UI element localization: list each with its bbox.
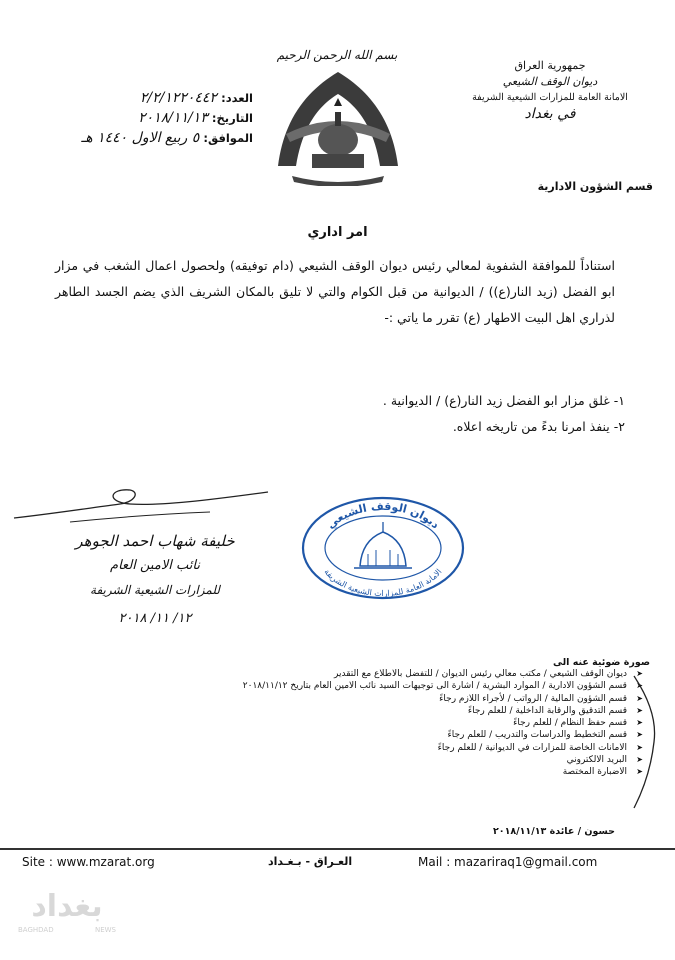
signature-block xyxy=(50,528,260,632)
org-line-country: جمهورية العراق xyxy=(514,59,586,72)
baghdad-news-watermark xyxy=(12,888,122,948)
list-item: قسم الشؤون المالية / الرواتب / لأجراء اللازم رجاءً ➤ xyxy=(67,693,627,705)
document-meta xyxy=(18,88,253,148)
list-item: قسم الشؤون الادارية / الموارد البشرية / اشارة الى توجيهات السيد نائب الامين العام بتاريخ ٢٠١٨/١١/١٢ ➤ xyxy=(67,680,627,692)
stamp-top-text: ديوان الوقف الشيعي xyxy=(324,499,442,532)
org-line-diwan: ديوان الوقف الشيعي xyxy=(502,75,598,88)
date-value: ٢٠١٨/١١/١٣ xyxy=(138,110,208,126)
date-label: التاريخ: xyxy=(211,111,253,125)
meta-date-row xyxy=(18,108,253,128)
order-item: ١- غلق مزار ابو الفضل زيد النار(ع) / الديوانية . xyxy=(382,393,625,408)
meta-number-row xyxy=(18,88,253,108)
list-item: قسم التدقيق والرقابة الداخلية / للعلم رجاءً ➤ xyxy=(67,705,627,717)
official-stamp xyxy=(298,492,468,600)
watermark-arabic: بغداد xyxy=(31,889,103,924)
org-line-secretariat: الامانة العامة للمزارات الشيعية الشريفة xyxy=(472,92,628,103)
order-items xyxy=(50,388,625,440)
svg-text:الامانة العامة للمزارات الشيعي xyxy=(322,567,443,598)
signature-scribble-icon xyxy=(10,478,280,528)
document-subject: امر اداري xyxy=(307,225,368,240)
signatory-title: نائب الامين العام xyxy=(110,558,200,573)
handwritten-bracket xyxy=(628,672,668,812)
corresponding-label: الموافق: xyxy=(203,131,253,145)
meta-corresponding-row xyxy=(18,128,253,148)
basmala: بسم الله الرحمن الرحيم xyxy=(276,48,398,62)
footer-divider xyxy=(0,848,675,850)
signatory-name: خليفة شهاب احمد الجوهر xyxy=(75,532,235,550)
footer-site: Site : www.mzarat.org xyxy=(22,855,155,869)
shrine-emblem-logo xyxy=(268,68,408,186)
stamp-bottom-text: الامانة العامة للمزارات الشيعية الشريفة xyxy=(322,567,444,599)
signatory-org: للمزارات الشيعية الشريفة xyxy=(90,583,220,597)
typist-reference: حسون / عائدة ٢٠١٨/١١/١٣ xyxy=(492,826,615,837)
signature-date: ١٢/ ١١/ ٢٠١٨ xyxy=(118,611,192,626)
watermark-small-2: NEWS xyxy=(94,926,116,934)
number-label: العدد: xyxy=(221,91,253,105)
number-value: ٢/٢/١٢٢٠٤٤٢ xyxy=(139,90,217,106)
copies-list xyxy=(67,668,627,779)
list-item: البريد الالكتروني ➤ xyxy=(67,754,627,766)
dome-icon xyxy=(354,522,412,568)
list-item: قسم التخطيط والدراسات والتدريب / للعلم رجاءً ➤ xyxy=(67,729,627,741)
order-item: ٢- ينفذ امرنا بدءً من تاريخه اعلاه. xyxy=(452,419,625,434)
corresponding-value: ٥ ربيع الاول ١٤٤٠ هـ xyxy=(81,130,200,146)
copies-title: صورة ضوئية عنه الى xyxy=(552,657,650,668)
list-item: الامانات الخاصة للمزارات في الديوانية / للعلم رجاءً ➤ xyxy=(67,742,627,754)
watermark-small-1: BAGHDAD xyxy=(18,926,54,934)
org-line-city: في بغداد xyxy=(524,106,576,122)
list-item: قسم حفظ النظام / للعلم رجاءً ➤ xyxy=(67,717,627,729)
department-label: قسم الشؤون الادارية xyxy=(537,180,653,193)
org-header xyxy=(455,58,645,122)
footer-location: العـراق - بـغـداد xyxy=(268,855,353,868)
order-body: استناداً للموافقة الشفوية لمعالي رئيس ديوان الوقف الشيعي (دام توفيقه) ولحصول اعمال الشغب في مزار ابو الفضل (زيد النار(ع)) / الديوانية من قبل الكوام والتي لا تليق بالمكان الشريف الذي يضم الجسد الطاهر لذراري اهل البيت الاطهار (ع) تقرر ما ياتي :- xyxy=(55,258,615,325)
list-item: ديوان الوقف الشيعي / مكتب معالي رئيس الديوان / للتفضل بالاطلاع مع التقدير ➤ xyxy=(67,668,627,680)
footer-mail: Mail : mazariraq1@gmail.com xyxy=(418,855,598,869)
list-item: الاضبارة المختصة ➤ xyxy=(67,766,627,778)
